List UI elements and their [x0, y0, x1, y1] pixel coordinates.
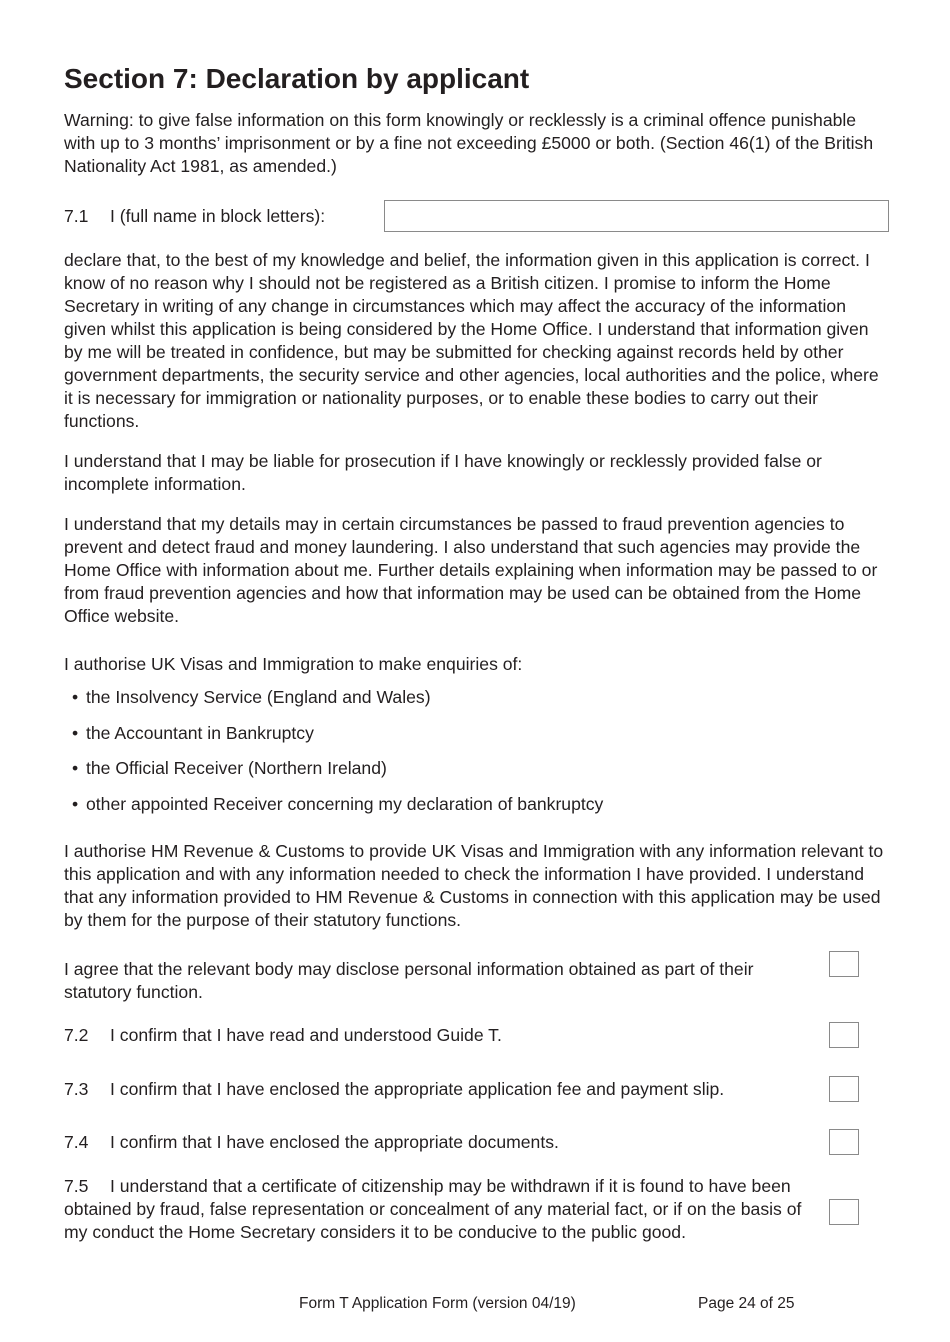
- full-name-input[interactable]: [384, 200, 889, 232]
- question-7-4-checkbox[interactable]: [829, 1129, 859, 1155]
- question-7-3-row: [64, 1078, 890, 1101]
- question-7-5-number: 7.5: [64, 1176, 89, 1196]
- agree-disclosure-checkbox[interactable]: [829, 951, 859, 977]
- section-heading: Section 7: Declaration by applicant: [64, 63, 530, 94]
- question-7-3-text: I confirm that I have enclosed the appropriate application fee and payment slip.: [110, 1079, 725, 1099]
- declaration-paragraph: declare that, to the best of my knowledge and belief, the information given in this application is correct. I know of no reason why I should not be registered as a British citizen. I promise to inform the Home Secretary in writing of any change in circumstances which may affect the accuracy of the information given whilst this application is being considered by the Home Office. I understand that information given by me will be treated in confidence, but may be submitted for checking against records held by other government departments, the security service and other agencies, local authorities and the police, where it is necessary for immigration or nationality purposes, or to enable these bodies to carry out their functions.: [64, 250, 879, 431]
- agree-disclosure-text: I agree that the relevant body may disclose personal information obtained as part of their statutory function.: [64, 959, 754, 1002]
- warning-text: Warning: to give false information on this form knowingly or recklessly is a criminal offence punishable with up to 3 months’ imprisonment or by a fine not exceeding £5000 or both. (Section 46(1) of the British Nationality Act 1981, as amended.): [64, 110, 874, 176]
- list-item: • other appointed Receiver concerning my declaration of bankruptcy: [72, 793, 603, 829]
- footer-page-number: Page 24 of 25: [698, 1295, 795, 1312]
- prosecution-paragraph: I understand that I may be liable for prosecution if I have knowingly or recklessly provided false or incomplete information.: [64, 451, 822, 494]
- question-7-1-number: 7.1: [64, 206, 89, 226]
- question-7-2-number: 7.2: [64, 1025, 89, 1045]
- question-7-5-row: [64, 1175, 816, 1244]
- list-item: • the Official Receiver (Northern Ireland): [72, 757, 603, 793]
- list-item: • the Accountant in Bankruptcy: [72, 722, 603, 758]
- question-7-5-text: I understand that a certificate of citizenship may be withdrawn if it is found to have been obtained by fraud, false representation or concealment of any material fact, or if on the basis of my conduct the Home Secretary considers it to be conducive to the public good.: [64, 1176, 802, 1242]
- footer-form-name: Form T Application Form (version 04/19): [299, 1295, 576, 1312]
- question-7-2-checkbox[interactable]: [829, 1022, 859, 1048]
- list-item: • the Insolvency Service (England and Wales): [72, 686, 603, 722]
- question-7-2-row: [64, 1024, 890, 1047]
- question-7-4-number: 7.4: [64, 1132, 89, 1152]
- question-7-5-checkbox[interactable]: [829, 1199, 859, 1225]
- hmrc-paragraph: I authorise HM Revenue & Customs to provide UK Visas and Immigration with any information relevant to this application and with any information needed to check the information I have provided. I understand that any information provided to HM Revenue & Customs in connection with this application may be used by them for the purpose of their statutory functions.: [64, 841, 884, 930]
- enquiries-intro: I authorise UK Visas and Immigration to make enquiries of:: [64, 654, 523, 674]
- enquiries-list: [72, 686, 603, 828]
- question-7-2-text: I confirm that I have read and understood Guide T.: [110, 1025, 502, 1045]
- fraud-prevention-paragraph: I understand that my details may in certain circumstances be passed to fraud prevention agencies to prevent and detect fraud and money laundering. I also understand that such agencies may provide the Home Office with information about me. Further details explaining when information may be passed to or from fraud prevention agencies and how that information may be used can be obtained from the Home Office website.: [64, 514, 878, 626]
- question-7-4-row: [64, 1131, 890, 1154]
- full-name-label: I (full name in block letters):: [110, 206, 326, 226]
- question-7-3-checkbox[interactable]: [829, 1076, 859, 1102]
- question-7-4-text: I confirm that I have enclosed the appropriate documents.: [110, 1132, 559, 1152]
- question-7-3-number: 7.3: [64, 1079, 89, 1099]
